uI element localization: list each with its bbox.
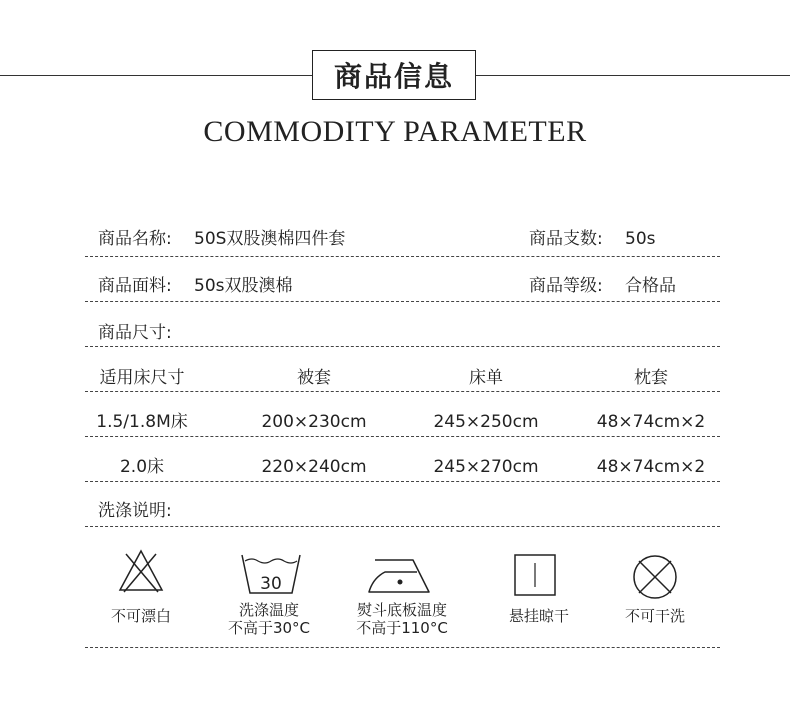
table-header-cell: 被套 <box>297 368 331 388</box>
grade-label: 商品等级: <box>529 276 603 296</box>
no-bleach-icon <box>118 548 164 594</box>
care-item-label: 不可干洗 <box>624 607 685 625</box>
care-item-label: 悬挂晾干 <box>508 607 569 625</box>
care-label: 洗涤说明: <box>98 501 172 521</box>
table-cell: 220×240cm <box>261 457 367 477</box>
table-cell: 48×74cm×2 <box>596 457 706 477</box>
divider <box>85 481 720 482</box>
fabric-label: 商品面料: <box>98 276 172 296</box>
size-label: 商品尺寸: <box>98 323 172 343</box>
table-cell: 200×230cm <box>261 412 367 432</box>
divider <box>85 256 720 257</box>
name-value: 50S双股澳棉四件套 <box>194 229 346 249</box>
no-dry-clean-icon <box>631 553 679 601</box>
divider <box>85 436 720 437</box>
table-cell: 245×250cm <box>433 412 539 432</box>
table-cell: 48×74cm×2 <box>596 412 706 432</box>
divider <box>85 301 720 302</box>
fabric-value: 50s双股澳棉 <box>194 276 293 296</box>
care-item-label: 熨斗底板温度 不高于110°C <box>356 601 448 637</box>
table-cell: 1.5/1.8M床 <box>96 412 188 432</box>
count-label: 商品支数: <box>529 229 603 249</box>
line-dry-icon <box>513 553 557 597</box>
wash-temp-text: 30 <box>260 574 282 594</box>
wash-30-icon <box>240 551 302 595</box>
care-item-label: 洗涤温度 不高于30°C <box>227 601 311 637</box>
count-value: 50s <box>625 229 656 249</box>
divider <box>85 526 720 527</box>
name-label: 商品名称: <box>98 229 172 249</box>
divider <box>85 647 720 648</box>
grade-value: 合格品 <box>625 276 676 296</box>
divider <box>85 391 720 392</box>
header-line-right <box>476 75 790 76</box>
divider <box>85 346 720 347</box>
table-cell: 245×270cm <box>433 457 539 477</box>
page-subtitle: COMMODITY PARAMETER <box>203 115 587 148</box>
table-header-cell: 床单 <box>469 368 503 388</box>
table-header-cell: 枕套 <box>634 368 668 388</box>
header-line-left <box>0 75 312 76</box>
table-cell: 2.0床 <box>119 457 165 477</box>
care-item-label: 不可漂白 <box>110 607 171 625</box>
iron-icon <box>367 554 433 594</box>
table-header-cell: 适用床尺寸 <box>99 368 185 388</box>
page-title: 商品信息 <box>312 50 476 100</box>
